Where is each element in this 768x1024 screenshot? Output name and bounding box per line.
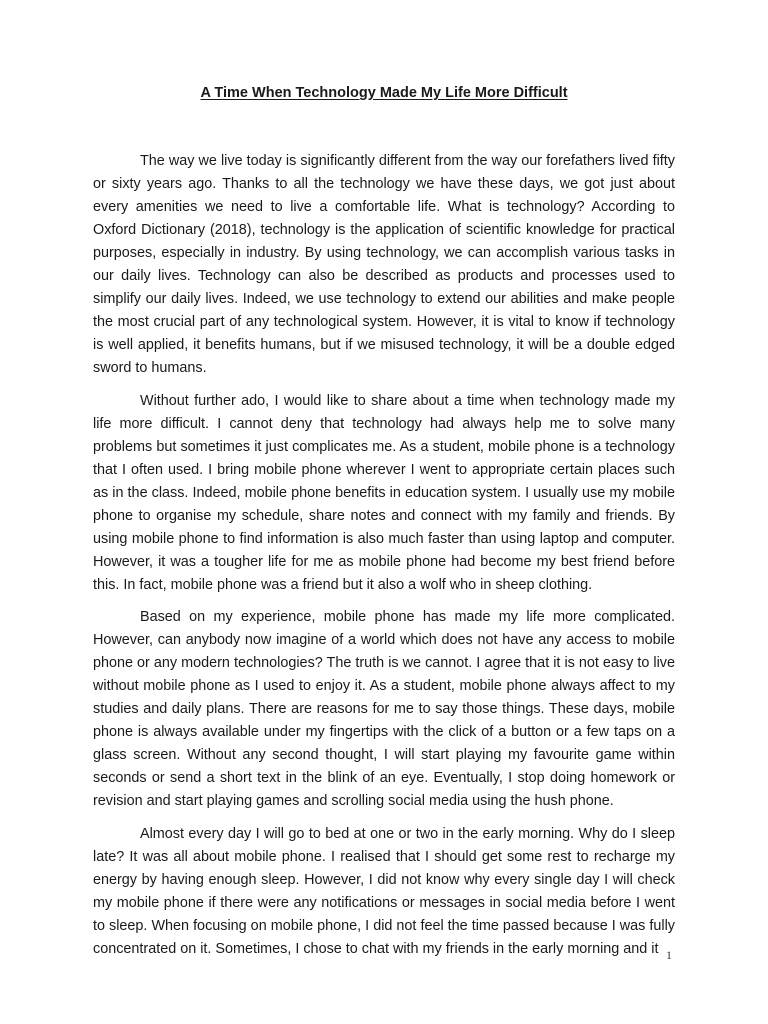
paragraph-2: Without further ado, I would like to share about a time when technology made my life more difficult. I cannot deny that technology had always help me to solve many problems but sometimes it just complicates me. As a student, mobile phone is a technology that I often used. I bring mobile phone wherever I went to appropriate certain places such as in the class. Indeed, mobile phone benefits in education system. I usually use my mobile phone to organise my schedule, share notes and connect with my family and friends. By using mobile phone to find information is also much faster than using laptop and computer. However, it was a tougher life for me as mobile phone had become my best friend before this. In fact, mobile phone was a friend but it also a wolf who in sheep clothing. (93, 392, 675, 593)
document-body (93, 150, 675, 961)
paragraph-4: Almost every day I will go to bed at one or two in the early morning. Why do I sleep late? It was all about mobile phone. I realised that I should get some rest to recharge my energy by having enough sleep. However, I did not know why every single day I will check my mobile phone if there were any notifications or messages in social media before I went to sleep. When focusing on mobile phone, I did not feel the time passed because I was fully concentrated on it. Sometimes, I chose to chat with my friends in the early morning and it (93, 825, 675, 957)
document-title: A Time When Technology Made My Life More Difficult (200, 85, 568, 101)
page-number: 1 (666, 948, 672, 962)
paragraph-3: Based on my experience, mobile phone has made my life more complicated. However, can anybody now imagine of a world which does not have any access to mobile phone or any modern technologies? The truth is we cannot. I agree that it is not easy to live without mobile phone as I used to enjoy it. As a student, mobile phone always affect to my studies and daily plans. There are reasons for me to say those things. These days, mobile phone is always available under my fingertips with the click of a button or a few taps on a glass screen. Without any second thought, I will start playing my favourite game within seconds or send a short text in the blink of an eye. Eventually, I stop doing homework or revision and start playing games and scrolling social media using the hush phone. (93, 609, 675, 809)
paragraph-1: The way we live today is significantly different from the way our forefathers lived fifty or sixty years ago. Thanks to all the technology we have these days, we got just about every amenities we need to live a comfortable life. What is technology? According to Oxford Dictionary (2018), technology is the application of scientific knowledge for practical purposes, especially in industry. By using technology, we can accomplish various tasks in our daily lives. Technology can also be described as products and processes used to simplify our daily lives. Indeed, we use technology to extend our abilities and make people the most crucial part of any technological system. However, it is vital to know if technology is well applied, it benefits humans, but if we misused technology, it will be a double edged sword to humans. (93, 153, 675, 376)
